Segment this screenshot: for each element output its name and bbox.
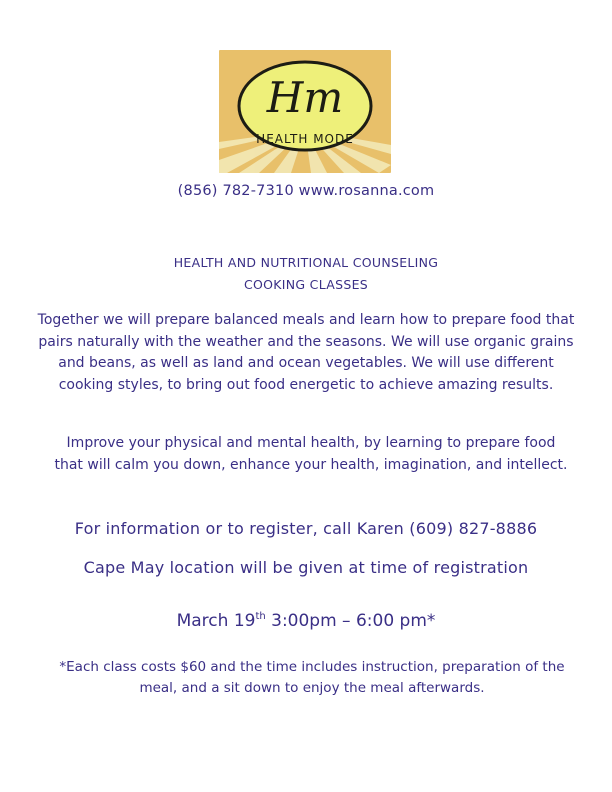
date-suffix: th [255, 611, 266, 622]
contact-line: (856) 782-7310 www.rosanna.com [177, 183, 435, 199]
location-line: Cape May location will be given at time of registration [83, 558, 529, 577]
heading-counseling: HEALTH AND NUTRITIONAL COUNSELING [173, 255, 439, 270]
date-time: 3:00pm – 6:00 pm* [265, 611, 436, 631]
logo-graphic [219, 50, 391, 173]
logo-monogram: Hm [266, 73, 344, 122]
logo-wordmark: HEALTH MODE [256, 132, 354, 146]
health-mode-logo [219, 50, 391, 173]
heading-cooking-classes: COOKING CLASSES [243, 277, 369, 292]
price-note: *Each class costs $60 and the time includes instruction, preparation of the meal, and a sit down to enjoy the meal afterwards. [59, 659, 565, 696]
benefits-paragraph: Improve your physical and mental health, by learning to prepare food that will calm you down, enhance your health, imagination, and intellect. [54, 435, 568, 473]
register-line: For information or to register, call Karen (609) 827-8886 [74, 519, 538, 538]
intro-paragraph: Together we will prepare balanced meals and learn how to prepare food that pairs naturally with the weather and the seasons. We will use organic grains and beans, as well as land and ocean vegetables. We will use different cooking styles, to bring out food energetic to achieve amazing results. [37, 312, 575, 393]
class-date [0, 611, 612, 631]
date-month-day: March 19 [176, 611, 256, 631]
